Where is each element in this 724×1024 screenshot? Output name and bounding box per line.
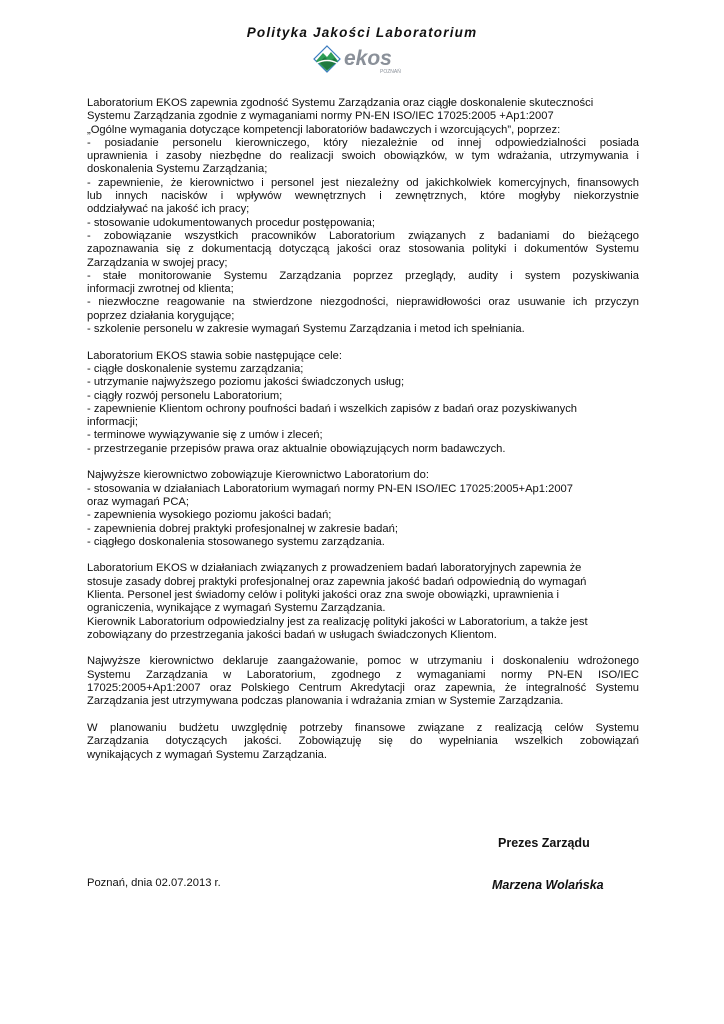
text-line: - ciągły rozwój personelu Laboratorium; xyxy=(87,389,283,402)
text-line: poprzez działania korygujące; xyxy=(87,309,235,322)
text-line: Laboratorium EKOS w działaniach związanych z prowadzeniem badań laboratoryjnych zapewnia że xyxy=(87,562,582,575)
text-line: uprawnienia i zasoby niezbędne do realizacji swoich obowiązków, w tym wdrażania, utrzymywania i xyxy=(87,150,639,163)
text-line: - stosowania w działaniach Laboratorium wymagań normy PN-EN ISO/IEC 17025:2005+Ap1:2007 xyxy=(87,482,573,495)
text-line: - zapewnienia dobrej praktyki profesjonalnej w zakresie badań; xyxy=(87,522,398,535)
signatory-name: Marzena Wolańska xyxy=(492,878,604,892)
policy-body xyxy=(87,97,639,762)
text-line: Klienta. Personel jest świadomy celów i polityki jakości oraz zna swoje obowiązki, uprawnienia i xyxy=(87,588,559,601)
text-line: Zarządzania w swojej pracy; xyxy=(87,256,228,269)
signatory-title: Prezes Zarządu xyxy=(498,836,590,850)
paragraph-gap xyxy=(87,549,639,562)
text-line: - przestrzeganie przepisów prawa oraz aktualnie obowiązujących norm badawczych. xyxy=(87,442,506,455)
text-line: Zarządzania jest utrzymywana podczas planowania i wdrażania zmian w Systemie Zarządzania. xyxy=(87,695,564,708)
text-line: „Ogólne wymagania dotyczące kompetencji laboratoriów badawczych i wzorcujących”, poprzez: xyxy=(87,123,561,136)
text-line: Zarządzania dotyczących jakości. Zobowiązuję się do wypełniania wszelkich zobowiązań xyxy=(87,735,639,748)
text-line: Najwyższe kierownictwo zobowiązuje Kierownictwo Laboratorium do: xyxy=(87,469,429,482)
text-line: W planowaniu budżetu uwzględnię potrzeby finansowe związane z realizacją celów Systemu xyxy=(87,721,639,734)
text-line: Systemu Zarządzania w Laboratorium, zgodnego z wymaganiami normy PN-EN ISO/IEC xyxy=(87,668,639,681)
text-line: Kierownik Laboratorium odpowiedzialny jest za realizację polityki jakości w Laboratorium, a także jest xyxy=(87,615,588,628)
green-mountain-diamond-logo-icon xyxy=(313,44,413,80)
text-line: Najwyższe kierownictwo deklaruje zaangażowanie, pomoc w utrzymaniu i doskonaleniu wdrożonego xyxy=(87,655,639,668)
text-line: ograniczenia, wynikające z wymagań Systemu Zarządzania. xyxy=(87,602,386,615)
text-line: - ciągłego doskonalenia stosowanego systemu zarządzania. xyxy=(87,535,385,548)
paragraph-6 xyxy=(87,722,639,762)
text-line: informacji zwrotnej od klienta; xyxy=(87,283,234,296)
paragraph-gap xyxy=(87,709,639,722)
text-line: oddziaływać na jakość ich pracy; xyxy=(87,203,250,216)
text-line: - posiadanie personelu kierowniczego, który niezależnie od innej odpowiedzialności posiada xyxy=(87,136,639,149)
text-line: - szkolenie personelu w zakresie wymagań Systemu Zarządzania i metod ich spełniania. xyxy=(87,323,525,336)
paragraph-4 xyxy=(87,562,639,642)
paragraph-gap xyxy=(87,456,639,469)
text-line: stosuje zasady dobrej praktyki profesjonalnej oraz zapewnia jakość badań odpowiednią do wymagań xyxy=(87,575,587,588)
text-line: doskonalenia Systemu Zarządzania; xyxy=(87,163,268,176)
text-line: zapoznawania się z dokumentacją dotyczącą jakości oraz stosowania polityki i dokumentów Systemu xyxy=(87,243,639,256)
paragraph-1 xyxy=(87,97,639,336)
text-line: 17025:2005+Ap1:2007 oraz Polskiego Centrum Akredytacji oraz zapewnia, że integralność Systemu xyxy=(87,682,639,695)
ekos-logo xyxy=(313,44,413,80)
text-line: - zobowiązanie wszystkich pracowników Laboratorium związanych z badaniami do bieżącego xyxy=(87,229,639,242)
text-line: lub innych nacisków i wpływów wewnętrznych i zewnętrznych, które mogłyby niekorzystnie xyxy=(87,190,639,203)
place-and-date: Poznań, dnia 02.07.2013 r. xyxy=(87,877,221,889)
paragraph-2 xyxy=(87,350,639,456)
text-line: - utrzymanie najwyższego poziomu jakości świadczonych usług; xyxy=(87,376,405,389)
text-line: Laboratorium EKOS zapewnia zgodność Systemu Zarządzania oraz ciągłe doskonalenie skuteczności xyxy=(87,97,594,109)
logo-wordmark: ekos xyxy=(344,47,392,70)
paragraph-gap xyxy=(87,642,639,655)
logo-subtext: POZNAŃ xyxy=(380,69,401,75)
text-line: wynikających z wymagań Systemu Zarządzania. xyxy=(87,748,328,761)
text-line: oraz wymagań PCA; xyxy=(87,495,189,508)
document-title: Polityka Jakości Laboratorium xyxy=(246,25,478,40)
text-line: - zapewnienie Klientom ochrony poufności badań i wszelkich zapisów z badań oraz pozyskiwanych xyxy=(87,402,578,415)
text-line: - terminowe wywiązywanie się z umów i zleceń; xyxy=(87,429,323,442)
paragraph-5 xyxy=(87,655,639,708)
text-line: - zapewnienia wysokiego poziomu jakości badań; xyxy=(87,509,332,522)
text-line: - zapewnienie, że kierownictwo i personel jest niezależny od jakichkolwiek komercyjnych, finansowych xyxy=(87,176,639,189)
text-line: Laboratorium EKOS stawia sobie następujące cele: xyxy=(87,349,342,362)
text-line: informacji; xyxy=(87,416,138,429)
text-line: - ciągłe doskonalenie systemu zarządzania; xyxy=(87,362,304,375)
text-line: - niezwłoczne reagowanie na stwierdzone niezgodności, nieprawidłowości oraz usuwanie ich przyczyn xyxy=(87,296,639,309)
text-line: Systemu Zarządzania zgodnie z wymaganiami normy PN-EN ISO/IEC 17025:2005 +Ap1:2007 xyxy=(87,110,554,123)
text-line: - stałe monitorowanie Systemu Zarządzania poprzez przeglądy, audity i system pozyskiwania xyxy=(87,269,639,282)
text-line: - stosowanie udokumentowanych procedur postępowania; xyxy=(87,216,375,229)
paragraph-3 xyxy=(87,469,639,549)
text-line: zobowiązany do przestrzegania jakości badań w usługach świadczonych Klientom. xyxy=(87,628,497,641)
paragraph-gap xyxy=(87,336,639,349)
